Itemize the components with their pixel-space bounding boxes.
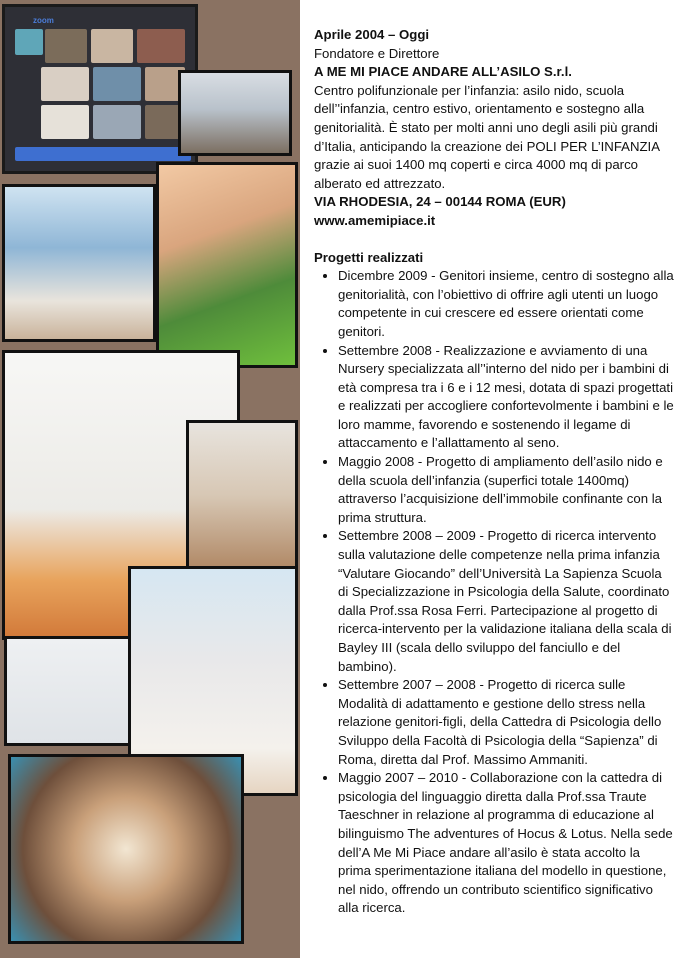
projects-list	[314, 267, 674, 918]
photo-classroom	[2, 184, 156, 342]
project-item: • Settembre 2007 – 2008 - Progetto di ricerca sulle Modalità di adattamento e gestione dello stress nella relazione genitori-figli, della Cattedra di Psicologia dello Sviluppo della Facoltà di Psicologia della “Sapienza” di Roma, diretta dal Prof. Massimo Ammaniti.	[338, 676, 674, 769]
photo-zoom-call	[2, 4, 198, 174]
project-item: • Settembre 2008 - Realizzazione e avviamento di una Nursery specializzata all’'interno del nido per i bambini di età compresa tra i 6 e i 12 mesi, dotata di spazi progettati e realizzati per accogliere confortevolmente i bambini e le loro mamme, favorendo e sostenendo il legame di attaccamento e l’allattamento al seno.	[338, 342, 674, 454]
photo-teacher-child	[156, 162, 298, 368]
photo-children-circle	[8, 754, 244, 944]
company-description: Centro polifunzionale per l’infanzia: asilo nido, scuola dell’'infanzia, centro estivo, orientamento e sostegno alla genitorialità. È stato per molti anni uno degli asili più grandi d’Italia, anticipando la creazione dei POLI PER L’INFANZIA grazie ai suoi 1400 mq coperti e circa 4000 mq di parco alberato ed attrezzato.	[314, 82, 660, 191]
project-item: • Maggio 2007 – 2010 - Collaborazione con la cattedra di psicologia del linguaggio diretta dalla Prof.ssa Traute Taeschner in relazione al programma di educazione al bilinguismo The adventures of Hocus & Lotus. Nella sede dell’A Me Mi Piace andare all’asilo è stata accolto la prima sperimentazione italiana del modello in questione, nel nido, offrendo un contributo scientifico significativo alla ricerca.	[338, 769, 674, 918]
photo-collage-panel	[0, 0, 300, 958]
photo-child-tray	[186, 420, 298, 572]
period: Aprile 2004 – Oggi	[314, 27, 430, 42]
projects-title: Progetti realizzati	[314, 249, 424, 265]
zoom-logo: zoom	[33, 16, 54, 25]
project-item: • Maggio 2008 - Progetto di ampliamento dell’asilo nido e della scuola dell’infanzia (superfici totale 1400mq) attraverso l’acquisizione dell’immobile confinante con la prima struttura.	[338, 453, 674, 527]
project-item: • Dicembre 2009 - Genitori insieme, centro di sostegno alla genitorialità, con l’obiettivo di offrire agli utenti un luogo competente in cui crescere ed essere orientati come genitori.	[338, 267, 674, 341]
project-item: • Settembre 2008 – 2009 - Progetto di ricerca intervento sulla valutazione delle competenze nella prima infanzia “Valutare Giocando” dell’Università La Sapienza Scuola di Specializzazione in Psicologia della Salute, coordinato dalla Prof.ssa Rosa Ferri. Partecipazione al progetto di ricerca-intervento per la validazione italiana della scala di Bayley III (scala dello sviluppo del fanciullo e del bambino).	[338, 527, 674, 676]
company-website[interactable]: www.amemipiace.it	[314, 212, 436, 228]
photo-classroom-group	[178, 70, 292, 156]
company-address: VIA RHODESIA, 24 – 00144 ROMA (EUR)	[314, 194, 566, 210]
role: Fondatore e Direttore	[314, 45, 440, 61]
company-name: A ME MI PIACE ANDARE ALL’ASILO S.r.l.	[314, 64, 572, 80]
cv-entry	[314, 26, 674, 918]
